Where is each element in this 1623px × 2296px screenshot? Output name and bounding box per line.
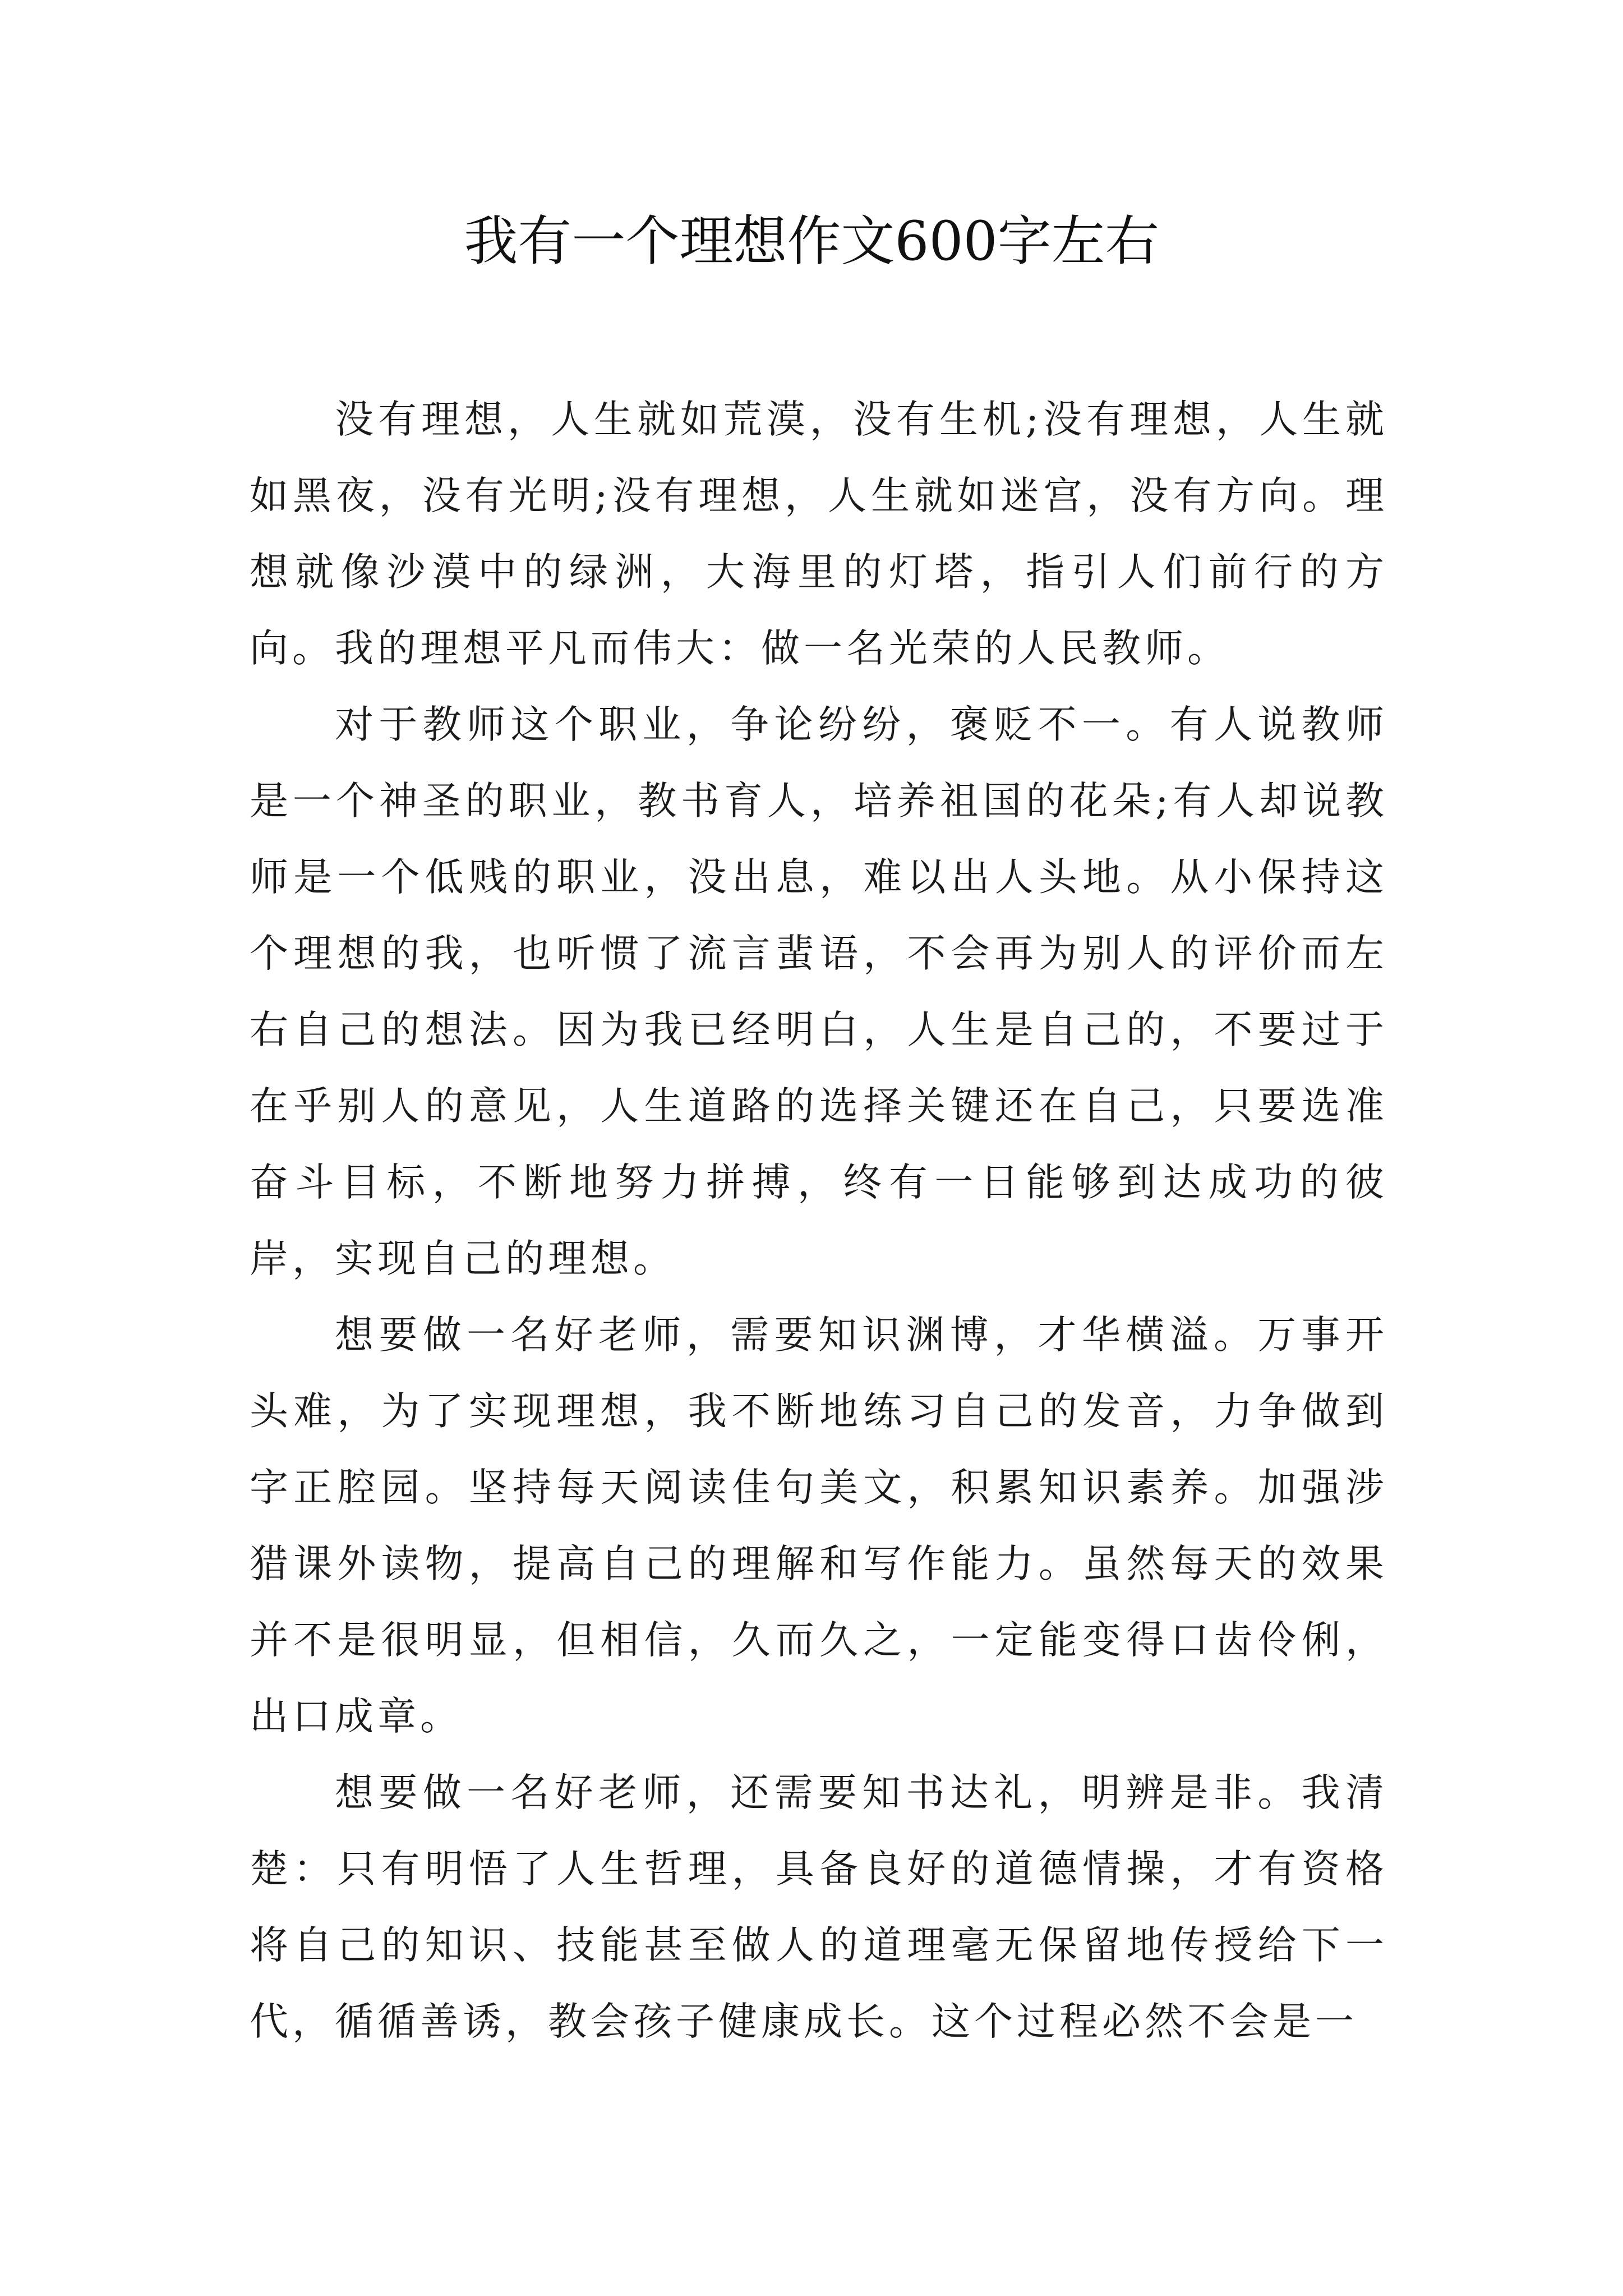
paragraph-2: 对于教师这个职业，争论纷纷，褒贬不一。有人说教师是一个神圣的职业，教书育人，培养祖国的花朵;有人却说教师是一个低贱的职业，没出息，难以出人头地。从小保持这个理想的我，也听惯了流言蜚语，不会再为别人的评价而左右自己的想法。因为我已经明白，人生是自己的，不要过于在乎别人的意见，人生道路的选择关键还在自己，只要选准奋斗目标，不断地努力拼搏，终有一日能够到达成功的彼岸，实现自己的理想。: [250, 702, 1388, 1281]
paragraph-3: 想要做一名好老师，需要知识渊博，才华横溢。万事开头难，为了实现理想，我不断地练习自己的发音，力争做到字正腔园。坚持每天阅读佳句美文，积累知识素养。加强涉猎课外读物，提高自己的理解和写作能力。虽然每天的效果并不是很明显，但相信，久而久之，一定能变得口齿伶俐，出口成章。: [250, 1313, 1388, 1739]
paragraph-4: 想要做一名好老师，还需要知书达礼，明辨是非。我清楚：只有明悟了人生哲理，具备良好的道德情操，才有资格将自己的知识、技能甚至做人的道理毫无保留地传授给下一代，循循善诱，教会孩子健康成长。这个过程必然不会是一: [250, 1770, 1388, 2044]
document-body: [250, 381, 1388, 2060]
document-title: 我有一个理想作文600字左右: [464, 210, 1159, 273]
paragraph-1: 没有理想，人生就如荒漠，没有生机;没有理想，人生就如黑夜，没有光明;没有理想，人生就如迷宫，没有方向。理想就像沙漠中的绿洲，大海里的灯塔，指引人们前行的方向。我的理想平凡而伟大：做一名光荣的人民教师。: [250, 397, 1388, 671]
